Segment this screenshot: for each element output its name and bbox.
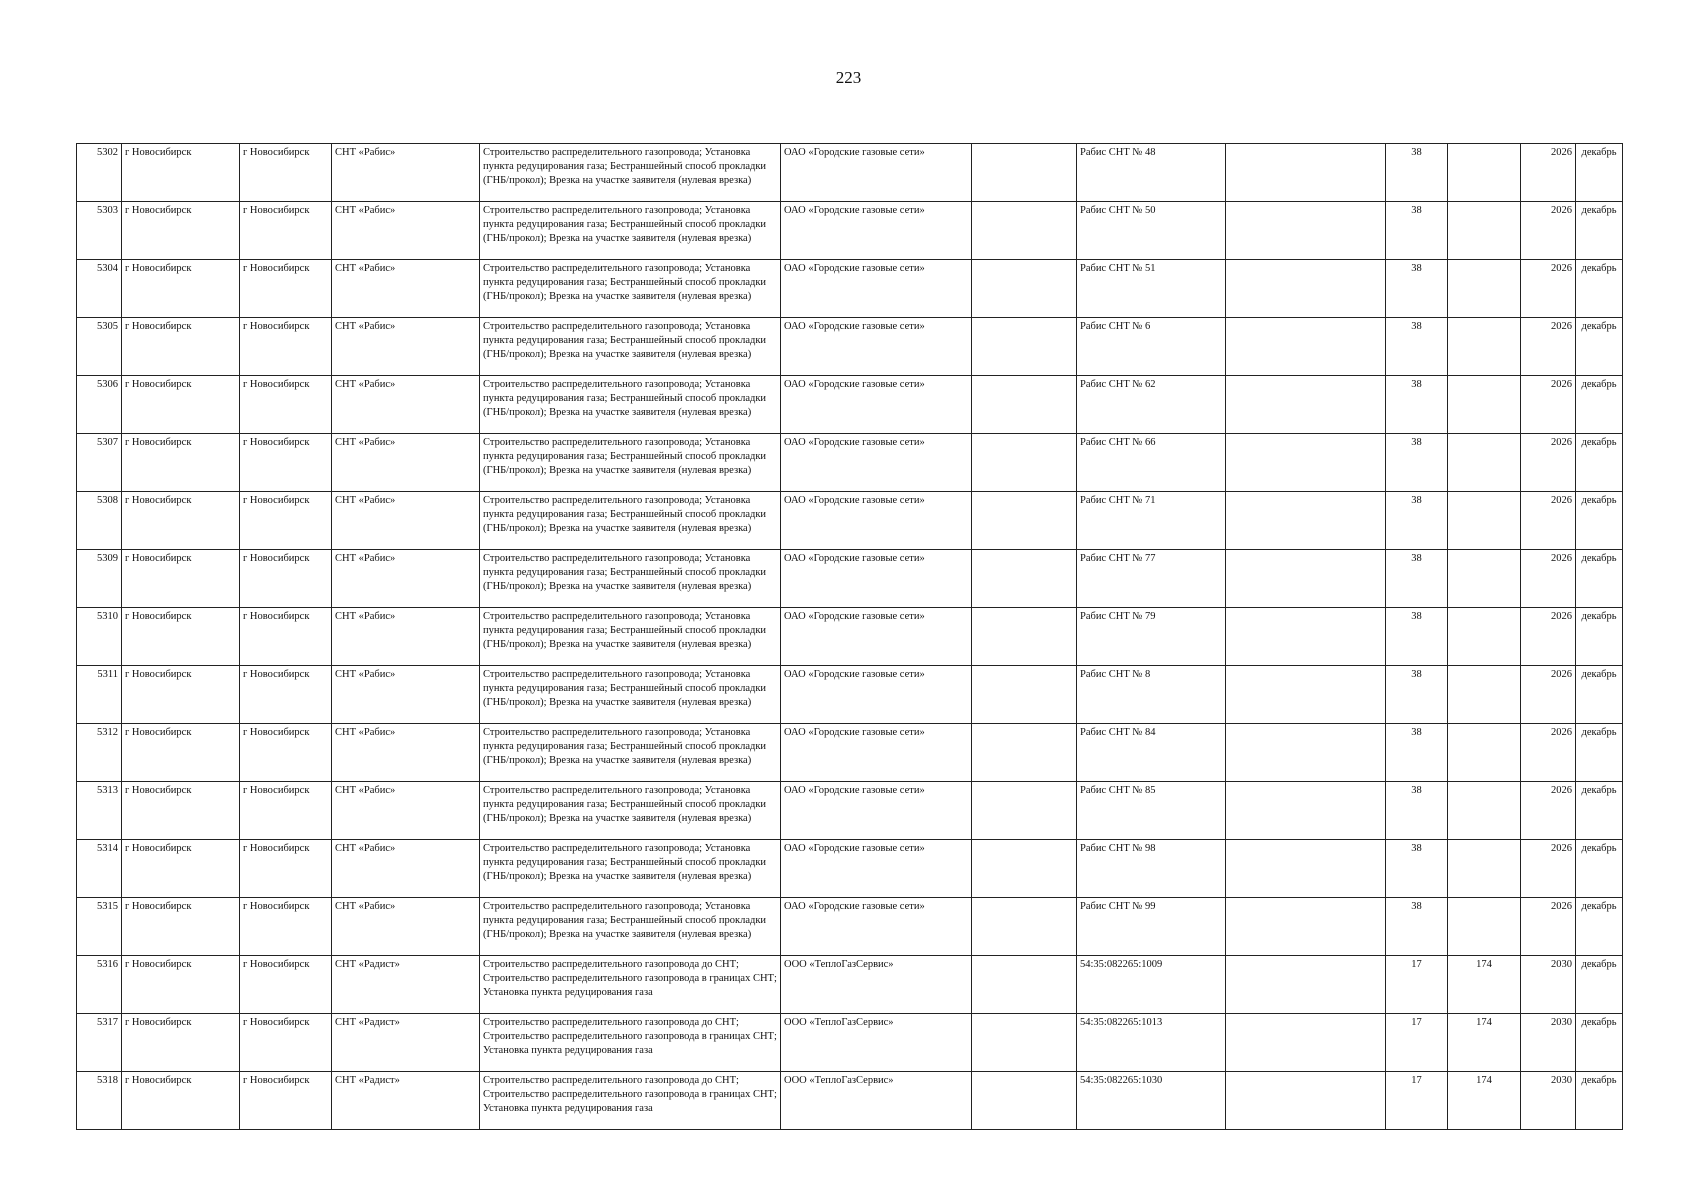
- cell-year: 2026: [1521, 840, 1576, 898]
- cell-operator: ОАО «Городские газовые сети»: [781, 318, 972, 376]
- cell-address: 54:35:082265:1009: [1077, 956, 1226, 1014]
- cell-month: декабрь: [1576, 376, 1623, 434]
- cell-month: декабрь: [1576, 782, 1623, 840]
- cell-empty: [1226, 666, 1386, 724]
- cell-works: Строительство распределительного газопровода; Установка пункта редуцирования газа; Бестраншейный способ прокладки (ГНБ/прокол); Врезка на участке заявителя (нулевая врезка): [480, 260, 781, 318]
- cell-quantity: 38: [1386, 840, 1448, 898]
- cell-operator: ООО «ТеплоГазСервис»: [781, 956, 972, 1014]
- cell-quantity: 38: [1386, 202, 1448, 260]
- cell-address: Рабис СНТ № 6: [1077, 318, 1226, 376]
- cell-number: 5310: [77, 608, 122, 666]
- cell-empty: [972, 144, 1077, 202]
- cell-number: 5317: [77, 1014, 122, 1072]
- cell-operator: ОАО «Городские газовые сети»: [781, 550, 972, 608]
- cell-month: декабрь: [1576, 608, 1623, 666]
- table-row: [77, 318, 1623, 376]
- cell-settlement: г Новосибирск: [240, 1014, 332, 1072]
- cell-quantity-2: [1448, 840, 1521, 898]
- cell-object: СНТ «Радист»: [332, 1072, 480, 1130]
- cell-quantity: 17: [1386, 1014, 1448, 1072]
- cell-empty: [1226, 724, 1386, 782]
- cell-works: Строительство распределительного газопровода; Установка пункта редуцирования газа; Бестраншейный способ прокладки (ГНБ/прокол); Врезка на участке заявителя (нулевая врезка): [480, 376, 781, 434]
- cell-address: Рабис СНТ № 48: [1077, 144, 1226, 202]
- cell-quantity-2: [1448, 550, 1521, 608]
- cell-empty: [972, 1072, 1077, 1130]
- cell-number: 5302: [77, 144, 122, 202]
- cell-quantity-2: 174: [1448, 956, 1521, 1014]
- cell-works: Строительство распределительного газопровода; Установка пункта редуцирования газа; Бестраншейный способ прокладки (ГНБ/прокол); Врезка на участке заявителя (нулевая врезка): [480, 318, 781, 376]
- cell-object: СНТ «Рабис»: [332, 376, 480, 434]
- cell-empty: [972, 1014, 1077, 1072]
- cell-works: Строительство распределительного газопровода; Установка пункта редуцирования газа; Бестраншейный способ прокладки (ГНБ/прокол); Врезка на участке заявителя (нулевая врезка): [480, 724, 781, 782]
- cell-municipality: г Новосибирск: [122, 782, 240, 840]
- cell-object: СНТ «Рабис»: [332, 666, 480, 724]
- cell-address: Рабис СНТ № 98: [1077, 840, 1226, 898]
- cell-year: 2026: [1521, 144, 1576, 202]
- cell-works: Строительство распределительного газопровода; Установка пункта редуцирования газа; Бестраншейный способ прокладки (ГНБ/прокол); Врезка на участке заявителя (нулевая врезка): [480, 144, 781, 202]
- cell-settlement: г Новосибирск: [240, 840, 332, 898]
- cell-address: Рабис СНТ № 66: [1077, 434, 1226, 492]
- cell-month: декабрь: [1576, 840, 1623, 898]
- cell-quantity-2: [1448, 434, 1521, 492]
- cell-number: 5304: [77, 260, 122, 318]
- cell-municipality: г Новосибирск: [122, 260, 240, 318]
- cell-municipality: г Новосибирск: [122, 376, 240, 434]
- cell-month: декабрь: [1576, 144, 1623, 202]
- cell-object: СНТ «Рабис»: [332, 260, 480, 318]
- cell-quantity-2: [1448, 376, 1521, 434]
- cell-number: 5306: [77, 376, 122, 434]
- cell-settlement: г Новосибирск: [240, 1072, 332, 1130]
- table-row: [77, 840, 1623, 898]
- cell-empty: [972, 840, 1077, 898]
- table-row: [77, 202, 1623, 260]
- cell-quantity-2: [1448, 724, 1521, 782]
- cell-object: СНТ «Рабис»: [332, 724, 480, 782]
- cell-operator: ОАО «Городские газовые сети»: [781, 492, 972, 550]
- cell-year: 2026: [1521, 666, 1576, 724]
- cell-quantity-2: [1448, 782, 1521, 840]
- cell-quantity-2: [1448, 898, 1521, 956]
- cell-municipality: г Новосибирск: [122, 434, 240, 492]
- cell-object: СНТ «Рабис»: [332, 608, 480, 666]
- cell-quantity: 38: [1386, 260, 1448, 318]
- cell-object: СНТ «Рабис»: [332, 840, 480, 898]
- cell-municipality: г Новосибирск: [122, 144, 240, 202]
- cell-empty: [972, 434, 1077, 492]
- cell-works: Строительство распределительного газопровода; Установка пункта редуцирования газа; Бестраншейный способ прокладки (ГНБ/прокол); Врезка на участке заявителя (нулевая врезка): [480, 550, 781, 608]
- cell-year: 2026: [1521, 492, 1576, 550]
- cell-month: декабрь: [1576, 434, 1623, 492]
- cell-empty: [972, 666, 1077, 724]
- cell-municipality: г Новосибирск: [122, 1072, 240, 1130]
- gasification-table: [76, 143, 1623, 1130]
- cell-municipality: г Новосибирск: [122, 956, 240, 1014]
- cell-quantity: 38: [1386, 782, 1448, 840]
- cell-year: 2026: [1521, 202, 1576, 260]
- cell-address: Рабис СНТ № 99: [1077, 898, 1226, 956]
- cell-works: Строительство распределительного газопровода; Установка пункта редуцирования газа; Бестраншейный способ прокладки (ГНБ/прокол); Врезка на участке заявителя (нулевая врезка): [480, 898, 781, 956]
- cell-empty: [972, 898, 1077, 956]
- cell-month: декабрь: [1576, 1014, 1623, 1072]
- cell-settlement: г Новосибирск: [240, 608, 332, 666]
- cell-works: Строительство распределительного газопровода; Установка пункта редуцирования газа; Бестраншейный способ прокладки (ГНБ/прокол); Врезка на участке заявителя (нулевая врезка): [480, 666, 781, 724]
- cell-number: 5307: [77, 434, 122, 492]
- cell-settlement: г Новосибирск: [240, 260, 332, 318]
- table-row: [77, 492, 1623, 550]
- cell-quantity: 38: [1386, 666, 1448, 724]
- cell-empty: [1226, 202, 1386, 260]
- cell-object: СНТ «Рабис»: [332, 144, 480, 202]
- cell-settlement: г Новосибирск: [240, 666, 332, 724]
- cell-municipality: г Новосибирск: [122, 1014, 240, 1072]
- table-row: [77, 782, 1623, 840]
- cell-empty: [1226, 1014, 1386, 1072]
- cell-works: Строительство распределительного газопровода; Установка пункта редуцирования газа; Бестраншейный способ прокладки (ГНБ/прокол); Врезка на участке заявителя (нулевая врезка): [480, 608, 781, 666]
- table-row: [77, 666, 1623, 724]
- cell-year: 2026: [1521, 608, 1576, 666]
- cell-quantity-2: [1448, 492, 1521, 550]
- cell-works: Строительство распределительного газопровода; Установка пункта редуцирования газа; Бестраншейный способ прокладки (ГНБ/прокол); Врезка на участке заявителя (нулевая врезка): [480, 782, 781, 840]
- cell-settlement: г Новосибирск: [240, 434, 332, 492]
- cell-settlement: г Новосибирск: [240, 202, 332, 260]
- cell-year: 2026: [1521, 434, 1576, 492]
- cell-works: Строительство распределительного газопровода; Установка пункта редуцирования газа; Бестраншейный способ прокладки (ГНБ/прокол); Врезка на участке заявителя (нулевая врезка): [480, 492, 781, 550]
- cell-empty: [972, 376, 1077, 434]
- cell-operator: ОАО «Городские газовые сети»: [781, 666, 972, 724]
- cell-operator: ОАО «Городские газовые сети»: [781, 434, 972, 492]
- cell-number: 5318: [77, 1072, 122, 1130]
- cell-year: 2026: [1521, 898, 1576, 956]
- cell-month: декабрь: [1576, 666, 1623, 724]
- cell-address: Рабис СНТ № 77: [1077, 550, 1226, 608]
- cell-number: 5305: [77, 318, 122, 376]
- cell-quantity-2: [1448, 202, 1521, 260]
- cell-quantity: 38: [1386, 434, 1448, 492]
- cell-works: Строительство распределительного газопровода; Установка пункта редуцирования газа; Бестраншейный способ прокладки (ГНБ/прокол); Врезка на участке заявителя (нулевая врезка): [480, 202, 781, 260]
- cell-empty: [1226, 376, 1386, 434]
- cell-settlement: г Новосибирск: [240, 550, 332, 608]
- cell-quantity-2: 174: [1448, 1072, 1521, 1130]
- cell-address: Рабис СНТ № 8: [1077, 666, 1226, 724]
- cell-month: декабрь: [1576, 492, 1623, 550]
- cell-quantity: 38: [1386, 144, 1448, 202]
- cell-settlement: г Новосибирск: [240, 898, 332, 956]
- table-row: [77, 956, 1623, 1014]
- cell-operator: ОАО «Городские газовые сети»: [781, 608, 972, 666]
- cell-object: СНТ «Радист»: [332, 1014, 480, 1072]
- cell-empty: [1226, 492, 1386, 550]
- cell-works: Строительство распределительного газопровода до СНТ; Строительство распределительного газопровода в границах СНТ; Установка пункта редуцирования газа: [480, 1072, 781, 1130]
- cell-quantity-2: 174: [1448, 1014, 1521, 1072]
- table-row: [77, 434, 1623, 492]
- cell-month: декабрь: [1576, 202, 1623, 260]
- cell-settlement: г Новосибирск: [240, 956, 332, 1014]
- cell-municipality: г Новосибирск: [122, 666, 240, 724]
- cell-works: Строительство распределительного газопровода до СНТ; Строительство распределительного газопровода в границах СНТ; Установка пункта редуцирования газа: [480, 956, 781, 1014]
- cell-year: 2030: [1521, 956, 1576, 1014]
- table-row: [77, 260, 1623, 318]
- cell-empty: [1226, 956, 1386, 1014]
- table-row: [77, 1014, 1623, 1072]
- cell-empty: [972, 318, 1077, 376]
- cell-number: 5314: [77, 840, 122, 898]
- cell-settlement: г Новосибирск: [240, 318, 332, 376]
- cell-empty: [972, 782, 1077, 840]
- cell-operator: ОАО «Городские газовые сети»: [781, 724, 972, 782]
- cell-settlement: г Новосибирск: [240, 144, 332, 202]
- cell-address: Рабис СНТ № 50: [1077, 202, 1226, 260]
- cell-year: 2026: [1521, 550, 1576, 608]
- page-number: 223: [835, 68, 862, 87]
- cell-empty: [1226, 144, 1386, 202]
- cell-quantity: 38: [1386, 608, 1448, 666]
- cell-year: 2026: [1521, 724, 1576, 782]
- cell-year: 2026: [1521, 260, 1576, 318]
- cell-quantity-2: [1448, 318, 1521, 376]
- cell-quantity: 38: [1386, 318, 1448, 376]
- cell-quantity-2: [1448, 666, 1521, 724]
- cell-quantity: 38: [1386, 376, 1448, 434]
- cell-municipality: г Новосибирск: [122, 898, 240, 956]
- cell-quantity: 38: [1386, 492, 1448, 550]
- cell-empty: [972, 724, 1077, 782]
- cell-works: Строительство распределительного газопровода до СНТ; Строительство распределительного газопровода в границах СНТ; Установка пункта редуцирования газа: [480, 1014, 781, 1072]
- cell-address: Рабис СНТ № 79: [1077, 608, 1226, 666]
- cell-address: 54:35:082265:1013: [1077, 1014, 1226, 1072]
- cell-operator: ОАО «Городские газовые сети»: [781, 898, 972, 956]
- cell-quantity-2: [1448, 260, 1521, 318]
- cell-empty: [1226, 782, 1386, 840]
- cell-year: 2026: [1521, 782, 1576, 840]
- cell-empty: [972, 608, 1077, 666]
- cell-municipality: г Новосибирск: [122, 492, 240, 550]
- cell-quantity: 38: [1386, 724, 1448, 782]
- cell-address: Рабис СНТ № 51: [1077, 260, 1226, 318]
- cell-address: 54:35:082265:1030: [1077, 1072, 1226, 1130]
- cell-object: СНТ «Рабис»: [332, 318, 480, 376]
- cell-operator: ООО «ТеплоГазСервис»: [781, 1014, 972, 1072]
- cell-month: декабрь: [1576, 724, 1623, 782]
- cell-empty: [1226, 550, 1386, 608]
- cell-month: декабрь: [1576, 260, 1623, 318]
- cell-year: 2030: [1521, 1072, 1576, 1130]
- cell-empty: [1226, 608, 1386, 666]
- cell-quantity: 38: [1386, 898, 1448, 956]
- cell-object: СНТ «Радист»: [332, 956, 480, 1014]
- cell-month: декабрь: [1576, 898, 1623, 956]
- cell-operator: ОАО «Городские газовые сети»: [781, 260, 972, 318]
- cell-quantity: 17: [1386, 1072, 1448, 1130]
- cell-empty: [972, 492, 1077, 550]
- cell-operator: ОАО «Городские газовые сети»: [781, 782, 972, 840]
- cell-settlement: г Новосибирск: [240, 376, 332, 434]
- cell-empty: [972, 202, 1077, 260]
- cell-object: СНТ «Рабис»: [332, 434, 480, 492]
- cell-address: Рабис СНТ № 71: [1077, 492, 1226, 550]
- cell-quantity-2: [1448, 144, 1521, 202]
- cell-works: Строительство распределительного газопровода; Установка пункта редуцирования газа; Бестраншейный способ прокладки (ГНБ/прокол); Врезка на участке заявителя (нулевая врезка): [480, 840, 781, 898]
- cell-object: СНТ «Рабис»: [332, 492, 480, 550]
- cell-quantity-2: [1448, 608, 1521, 666]
- cell-works: Строительство распределительного газопровода; Установка пункта редуцирования газа; Бестраншейный способ прокладки (ГНБ/прокол); Врезка на участке заявителя (нулевая врезка): [480, 434, 781, 492]
- cell-empty: [972, 260, 1077, 318]
- cell-year: 2030: [1521, 1014, 1576, 1072]
- cell-municipality: г Новосибирск: [122, 318, 240, 376]
- cell-operator: ОАО «Городские газовые сети»: [781, 202, 972, 260]
- cell-object: СНТ «Рабис»: [332, 782, 480, 840]
- cell-month: декабрь: [1576, 956, 1623, 1014]
- cell-settlement: г Новосибирск: [240, 492, 332, 550]
- cell-object: СНТ «Рабис»: [332, 898, 480, 956]
- cell-quantity: 38: [1386, 550, 1448, 608]
- cell-empty: [1226, 1072, 1386, 1130]
- cell-number: 5312: [77, 724, 122, 782]
- cell-municipality: г Новосибирск: [122, 724, 240, 782]
- cell-municipality: г Новосибирск: [122, 608, 240, 666]
- cell-object: СНТ «Рабис»: [332, 202, 480, 260]
- cell-empty: [1226, 260, 1386, 318]
- cell-empty: [1226, 318, 1386, 376]
- cell-settlement: г Новосибирск: [240, 724, 332, 782]
- cell-month: декабрь: [1576, 1072, 1623, 1130]
- table-row: [77, 724, 1623, 782]
- cell-operator: ОАО «Городские газовые сети»: [781, 144, 972, 202]
- cell-number: 5309: [77, 550, 122, 608]
- cell-number: 5316: [77, 956, 122, 1014]
- cell-number: 5311: [77, 666, 122, 724]
- cell-empty: [972, 956, 1077, 1014]
- cell-municipality: г Новосибирск: [122, 550, 240, 608]
- table-row: [77, 144, 1623, 202]
- cell-address: Рабис СНТ № 84: [1077, 724, 1226, 782]
- cell-empty: [972, 550, 1077, 608]
- cell-object: СНТ «Рабис»: [332, 550, 480, 608]
- table-row: [77, 608, 1623, 666]
- table-row: [77, 550, 1623, 608]
- cell-operator: ОАО «Городские газовые сети»: [781, 840, 972, 898]
- cell-number: 5303: [77, 202, 122, 260]
- cell-number: 5313: [77, 782, 122, 840]
- cell-operator: ОАО «Городские газовые сети»: [781, 376, 972, 434]
- cell-month: декабрь: [1576, 550, 1623, 608]
- cell-municipality: г Новосибирск: [122, 202, 240, 260]
- cell-operator: ООО «ТеплоГазСервис»: [781, 1072, 972, 1130]
- cell-year: 2026: [1521, 376, 1576, 434]
- cell-number: 5308: [77, 492, 122, 550]
- cell-month: декабрь: [1576, 318, 1623, 376]
- cell-address: Рабис СНТ № 85: [1077, 782, 1226, 840]
- table-row: [77, 376, 1623, 434]
- table-row: [77, 898, 1623, 956]
- cell-year: 2026: [1521, 318, 1576, 376]
- table-body: [77, 144, 1623, 1130]
- cell-empty: [1226, 840, 1386, 898]
- cell-settlement: г Новосибирск: [240, 782, 332, 840]
- cell-address: Рабис СНТ № 62: [1077, 376, 1226, 434]
- cell-empty: [1226, 898, 1386, 956]
- cell-number: 5315: [77, 898, 122, 956]
- cell-empty: [1226, 434, 1386, 492]
- cell-municipality: г Новосибирск: [122, 840, 240, 898]
- cell-quantity: 17: [1386, 956, 1448, 1014]
- table-row: [77, 1072, 1623, 1130]
